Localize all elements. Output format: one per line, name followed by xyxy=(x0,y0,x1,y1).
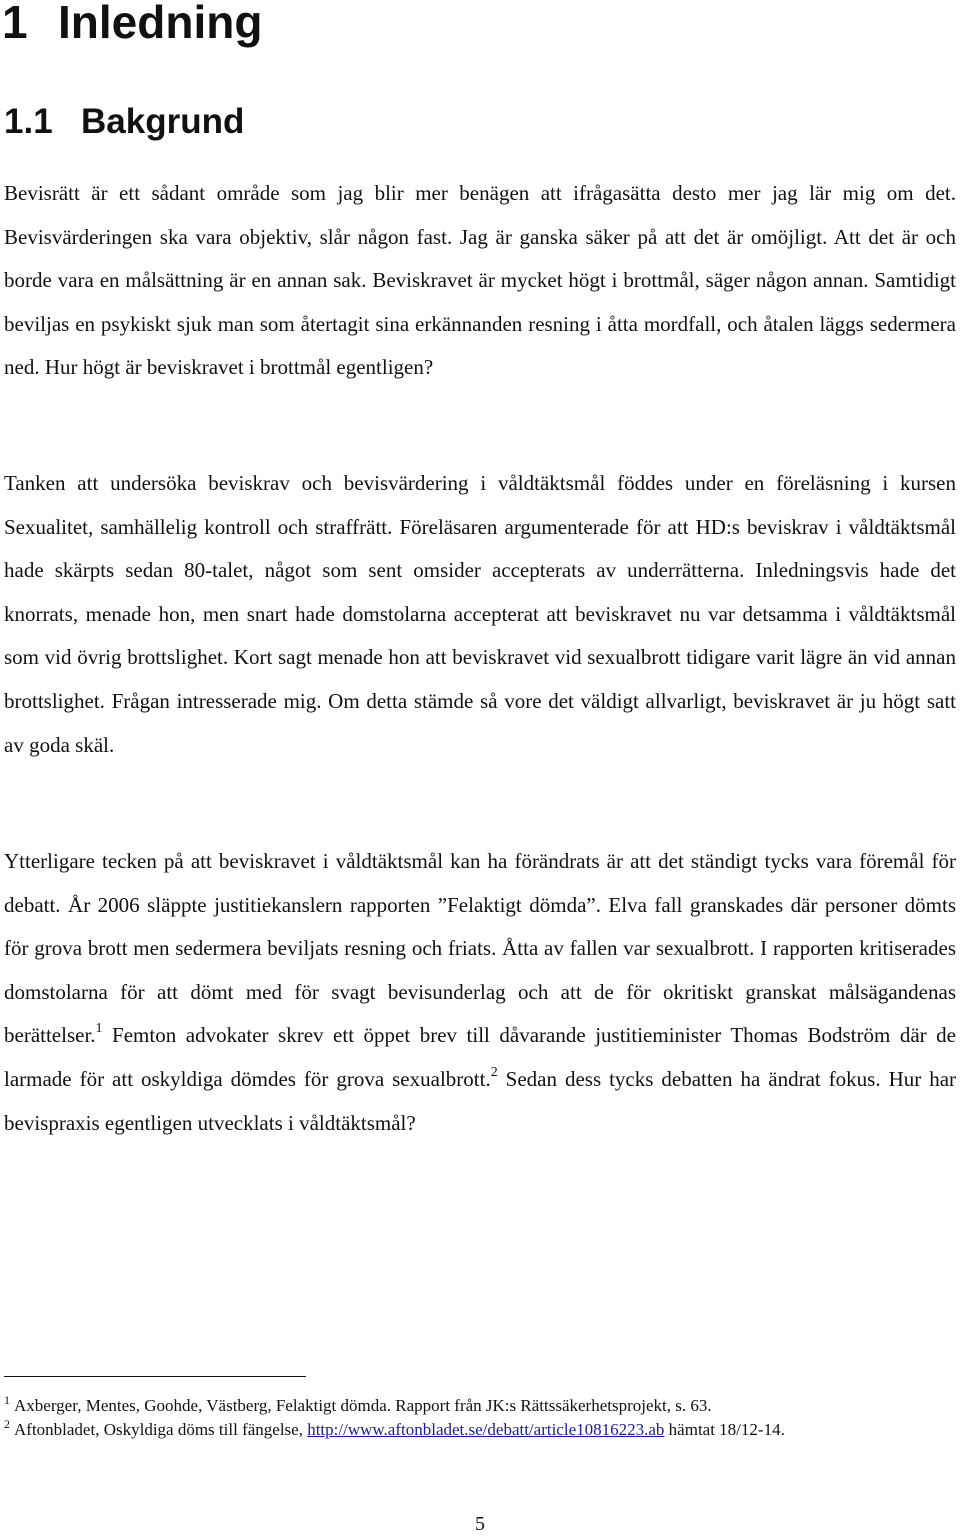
paragraph-3-text-3: Sedan dess tycks debatten ha ändrat fokus. Hur har bevispraxis egentligen utvecklats i våldtäktsmål? xyxy=(4,1066,957,1135)
paragraph-3-text-2: Femton advokater skrev ett öppet brev till dåvarande justitieminister Thomas Bodström där de larmade för att oskyldiga dömdes för grova sexualbrott. xyxy=(4,1023,956,1091)
paragraph-2: Tanken att undersöka beviskrav och bevisvärdering i våldtäktsmål föddes under en föreläsning i kursen Sexualitet, samhällelig kontroll och straffrätt. Föreläsaren argumenterade för att HD:s beviskrav i våldtäktsmål hade skärpts sedan 80-talet, något som sent omsider accepterats av underrätterna. Inledningsvis hade det knorrats, menade hon, men snart hade domstolarna accepterat att beviskravet nu var detsamma i våldtäktsmål som vid övrig brottslighet. Kort sagt menade hon att beviskravet vid sexualbrott tidigare varit lägre än vid annan brottslighet. Frågan intresserade mig. Om detta stämde så vore det väldigt allvarligt, beviskravet är ju högt satt av goda skäl. xyxy=(4,471,956,757)
footnote-separator xyxy=(4,1376,306,1377)
section-heading xyxy=(4,100,244,144)
paragraph-3 xyxy=(4,840,956,1145)
chapter-heading xyxy=(2,0,262,48)
page-number: 5 xyxy=(475,1513,485,1535)
footnote-2-text-after: hämtat 18/12-14. xyxy=(664,1420,785,1439)
paragraph-3-text-1: Ytterligare tecken på att beviskravet i våldtäktsmål kan ha förändrats är att det ständigt tycks vara föremål för debatt. År 2006 släppte justitiekanslern rapporten ”Felaktigt dömda”. Elva fall granskades där personer dömts för grova brott men sedermera beviljats resning och friats. Åtta av fallen var sexualbrott. I rapporten kritiserades domstolarna för att dömt med för svagt bevisunderlag och att de för okritiskt granskat målsägandenas berättelser. xyxy=(4,849,956,1048)
paragraph-1: Bevisrätt är ett sådant område som jag blir mer benägen att ifrågasätta desto mer jag lär mig om det. Bevisvärderingen ska vara objektiv, slår någon fast. Jag är ganska säker på att det är omöjligt. Att det är och borde vara en målsättning är en annan sak. Beviskravet är mycket högt i brottmål, säger någon annan. Samtidigt beviljas en psykiskt sjuk man som återtagit sina erkännanden resning i åtta mordfall, och åtalen läggs sedermera ned. Hur högt är beviskravet i brottmål egentligen? xyxy=(4,181,956,380)
chapter-number: 1 xyxy=(2,0,28,48)
footnote-2-number: 2 xyxy=(4,1417,10,1431)
footnote-2-text: Aftonbladet, Oskyldiga döms till fängelse, xyxy=(14,1420,308,1439)
footnote-1-number: 1 xyxy=(4,1393,10,1407)
footnote-1 xyxy=(4,1394,954,1418)
chapter-title: Inledning xyxy=(58,0,263,48)
section-title: Bakgrund xyxy=(81,102,245,141)
section-number: 1.1 xyxy=(4,102,53,141)
footnote-reference-1[interactable]: 1 xyxy=(95,1021,103,1037)
footnotes xyxy=(4,1394,954,1442)
footnote-2-link[interactable]: http://www.aftonbladet.se/debatt/article10816223.ab xyxy=(307,1420,665,1439)
footnote-2 xyxy=(4,1418,954,1442)
footnote-1-text: Axberger, Mentes, Goohde, Västberg, Felaktigt dömda. Rapport från JK:s Rättssäkerhetsprojekt, s. 63. xyxy=(14,1396,712,1415)
footnote-reference-2[interactable]: 2 xyxy=(490,1064,498,1080)
